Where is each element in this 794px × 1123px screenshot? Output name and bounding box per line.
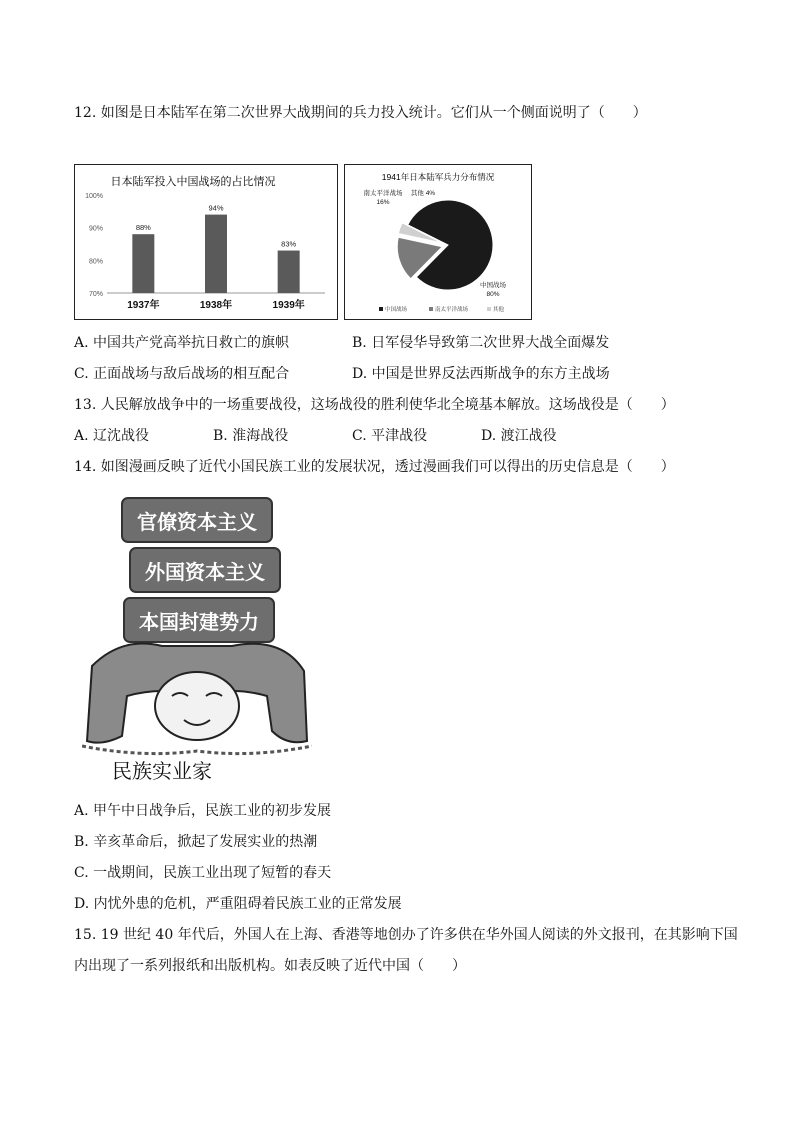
q14-option-d[interactable]: D. 内忧外患的危机，严重阻碍着民族工业的正常发展 [74,896,402,912]
pie-legend-swatch [379,307,383,311]
bar-chart-title: 日本陆军投入中国战场的占比情况 [110,176,276,188]
bar-category-label: 1939年 [272,300,305,311]
pie-legend-label: 南太平洋战场 [435,307,469,313]
pie-chart [345,165,531,319]
pie-slice-label: 南太平洋战场 [363,190,403,197]
pie-chart-title: 1941年日本陆军兵力分布情况 [381,172,495,182]
bar-category-label: 1937年 [127,300,160,311]
bar-category-label: 1938年 [199,300,233,311]
bar-y-tick-label: 80% [88,258,103,266]
pie-slice-label: 其他 4% [410,190,436,197]
bar-chart-panel [74,164,338,320]
q12-option-b[interactable]: B. 日军侵华导致第二次世界大战全面爆发 [352,335,610,351]
crushed-figure [82,644,312,754]
q14-option-a[interactable]: A. 甲午中日战争后，民族工业的初步发展 [74,803,332,819]
bar-y-tick-label: 70% [88,291,103,298]
pie-legend-label: 中国战场 [385,307,408,313]
weight-block-2 [130,548,280,592]
q13-option-a[interactable]: A. 辽沈战役 [74,428,150,444]
bar [132,234,154,293]
bar-value-label: 88% [135,223,151,233]
weight-label-1: 官僚资本主义 [137,510,257,534]
bar-y-tick-label: 100% [85,193,103,200]
q15-stem-line2: 内出现了一系列报纸和出版机构。如表反映了近代中国（ ） [74,958,466,974]
bar-value-label: 83% [281,239,297,249]
cartoon-national-industrialist [82,496,312,786]
q13-stem: 13. 人民解放战争中的一场重要战役，这场战役的胜利使华北全境基本解放。这场战役是（ ） [74,397,675,413]
weight-block-1 [122,498,272,542]
pie-chart-panel [344,164,532,320]
bar-chart [75,165,337,319]
q12-option-c[interactable]: C. 正面战场与敌后战场的相互配合 [74,366,290,382]
weight-label-2: 外国资本主义 [145,560,265,584]
pie-legend-swatch [487,307,491,311]
bar [278,251,300,293]
q12-option-a[interactable]: A. 中国共产党高举抗日救亡的旗帜 [74,335,290,351]
q14-option-c[interactable]: C. 一战期间，民族工业出现了短暂的春天 [74,865,332,881]
weight-block-3 [124,598,274,642]
q13-option-c[interactable]: C. 平津战役 [352,428,428,444]
q14-option-b[interactable]: B. 辛亥革命后，掀起了发展实业的热潮 [74,834,318,850]
cartoon-caption: 民族实业家 [112,759,212,783]
bar-y-tick-label: 90% [88,225,103,233]
bar [205,215,227,293]
weight-label-3: 本国封建势力 [139,610,259,634]
bar-value-label: 94% [208,203,224,213]
pie-slice-label: 80% [486,291,500,298]
pie-slice-label: 16% [376,199,390,206]
q12-stem: 12. 如图是日本陆军在第二次世界大战期间的兵力投入统计。它们从一个侧面说明了（ ） [74,105,647,121]
q13-option-b[interactable]: B. 淮海战役 [213,428,289,444]
pie-legend-label: 其他 [493,307,505,313]
pie-slice-label: 中国战场 [480,282,506,289]
q12-option-d[interactable]: D. 中国是世界反法西斯战争的东方主战场 [352,366,610,382]
q15-stem-line1: 15. 19 世纪 40 年代后，外国人在上海、香港等地创办了许多供在华外国人阅读的外文报刊，在其影响下国 [74,927,738,943]
q13-option-d[interactable]: D. 渡江战役 [481,428,557,444]
pie-legend-swatch [429,307,433,311]
q14-stem: 14. 如图漫画反映了近代小国民族工业的发展状况，透过漫画我们可以得出的历史信息是（ ） [74,459,675,475]
